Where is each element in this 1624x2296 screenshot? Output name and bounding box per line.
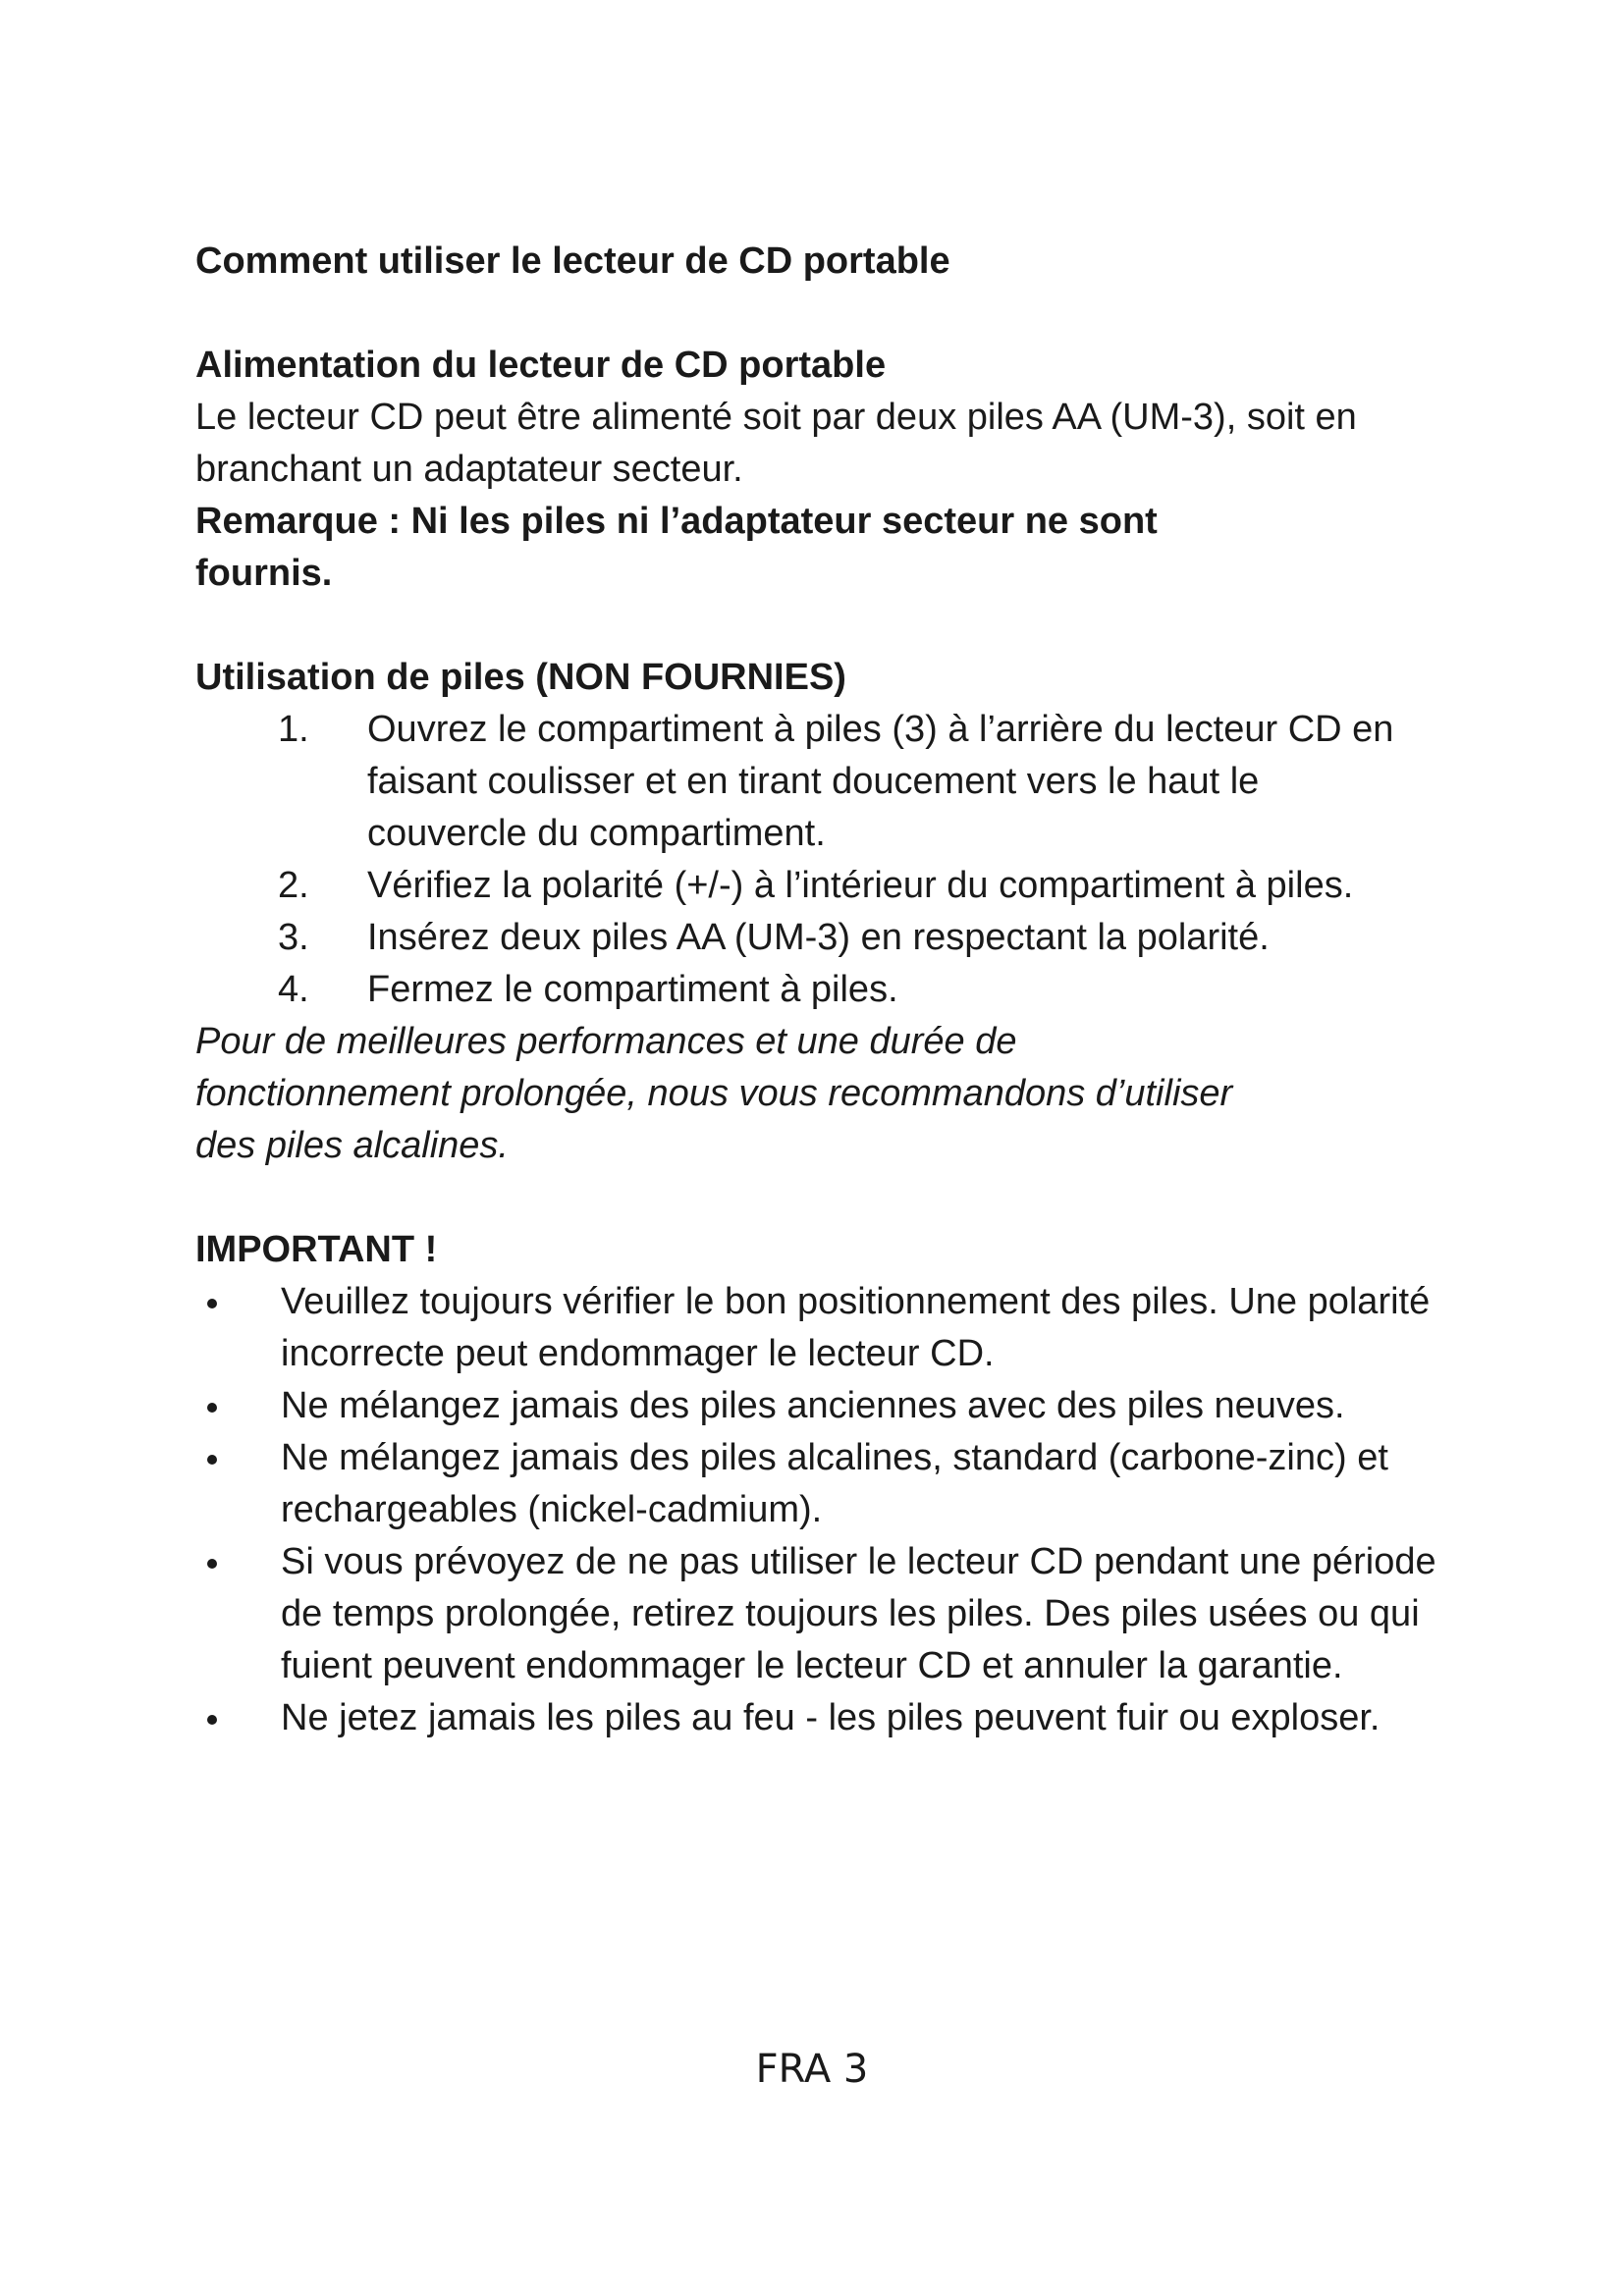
list-item [195,1432,1489,1536]
step-number: 2. [278,865,309,906]
step-text: Fermez le compartiment à piles. [367,969,898,1010]
page-number: FRA 3 [755,2047,869,2092]
power-body: Le lecteur CD peut être alimenté soit par deux piles AA (UM-3), soit en branchant un adaptateur secteur. [195,397,1357,490]
list-item [195,912,1428,964]
battery-steps-list [195,704,1413,1016]
bullet-icon [207,1455,217,1465]
step-text: Vérifiez la polarité (+/-) à l’intérieur du compartiment à piles. [367,865,1354,906]
bullet-text: Veuillez toujours vérifier le bon positionnement des piles. Une polarité incorrecte peut endommager le lecteur CD. [281,1281,1431,1374]
step-number: 1. [278,709,309,750]
list-item [195,1536,1469,1692]
list-item [195,704,1408,860]
batteries-heading: Utilisation de piles (NON FOURNIES) [195,657,846,698]
step-text: Ouvrez le compartiment à piles (3) à l’arrière du lecteur CD en faisant coulisser et en tirant doucement vers le haut le couvercle du compartiment. [367,709,1394,854]
list-item [195,964,1408,1016]
page-content [195,236,1436,1744]
list-item [195,1380,1361,1432]
bullet-icon [207,1715,217,1725]
bullet-text: Si vous prévoyez de ne pas utiliser le lecteur CD pendant une période de temps prolongée, retirez toujours les piles. Des piles usées ou qui fuient peuvent endommager le lecteur CD et annuler la garantie. [281,1541,1436,1686]
list-item [195,1692,1439,1744]
step-number: 4. [278,969,309,1010]
step-text: Insérez deux piles AA (UM-3) en respectant la polarité. [367,917,1270,958]
list-item [195,860,1408,912]
step-number: 3. [278,917,309,958]
list-item [195,1276,1459,1380]
important-heading: IMPORTANT ! [195,1229,438,1270]
bullet-icon [207,1559,217,1569]
bullet-text: Ne mélangez jamais des piles alcalines, standard (carbone-zinc) et rechargeables (nickel-cadmium). [281,1437,1388,1530]
bullet-text: Ne jetez jamais les piles au feu - les piles peuvent fuir ou exploser. [281,1697,1380,1738]
power-note: Remarque : Ni les piles ni l’adaptateur secteur ne sont fournis. [195,501,1158,594]
page-title: Comment utiliser le lecteur de CD portable [195,240,950,282]
important-list [195,1276,1436,1744]
bullet-icon [207,1403,217,1413]
bullet-text: Ne mélangez jamais des piles anciennes avec des piles neuves. [281,1385,1345,1426]
power-heading: Alimentation du lecteur de CD portable [195,345,887,386]
bullet-icon [207,1299,217,1308]
battery-tip: Pour de meilleures performances et une durée de fonctionnement prolongée, nous vous recommandons d’utiliser des piles alcalines. [195,1021,1233,1166]
